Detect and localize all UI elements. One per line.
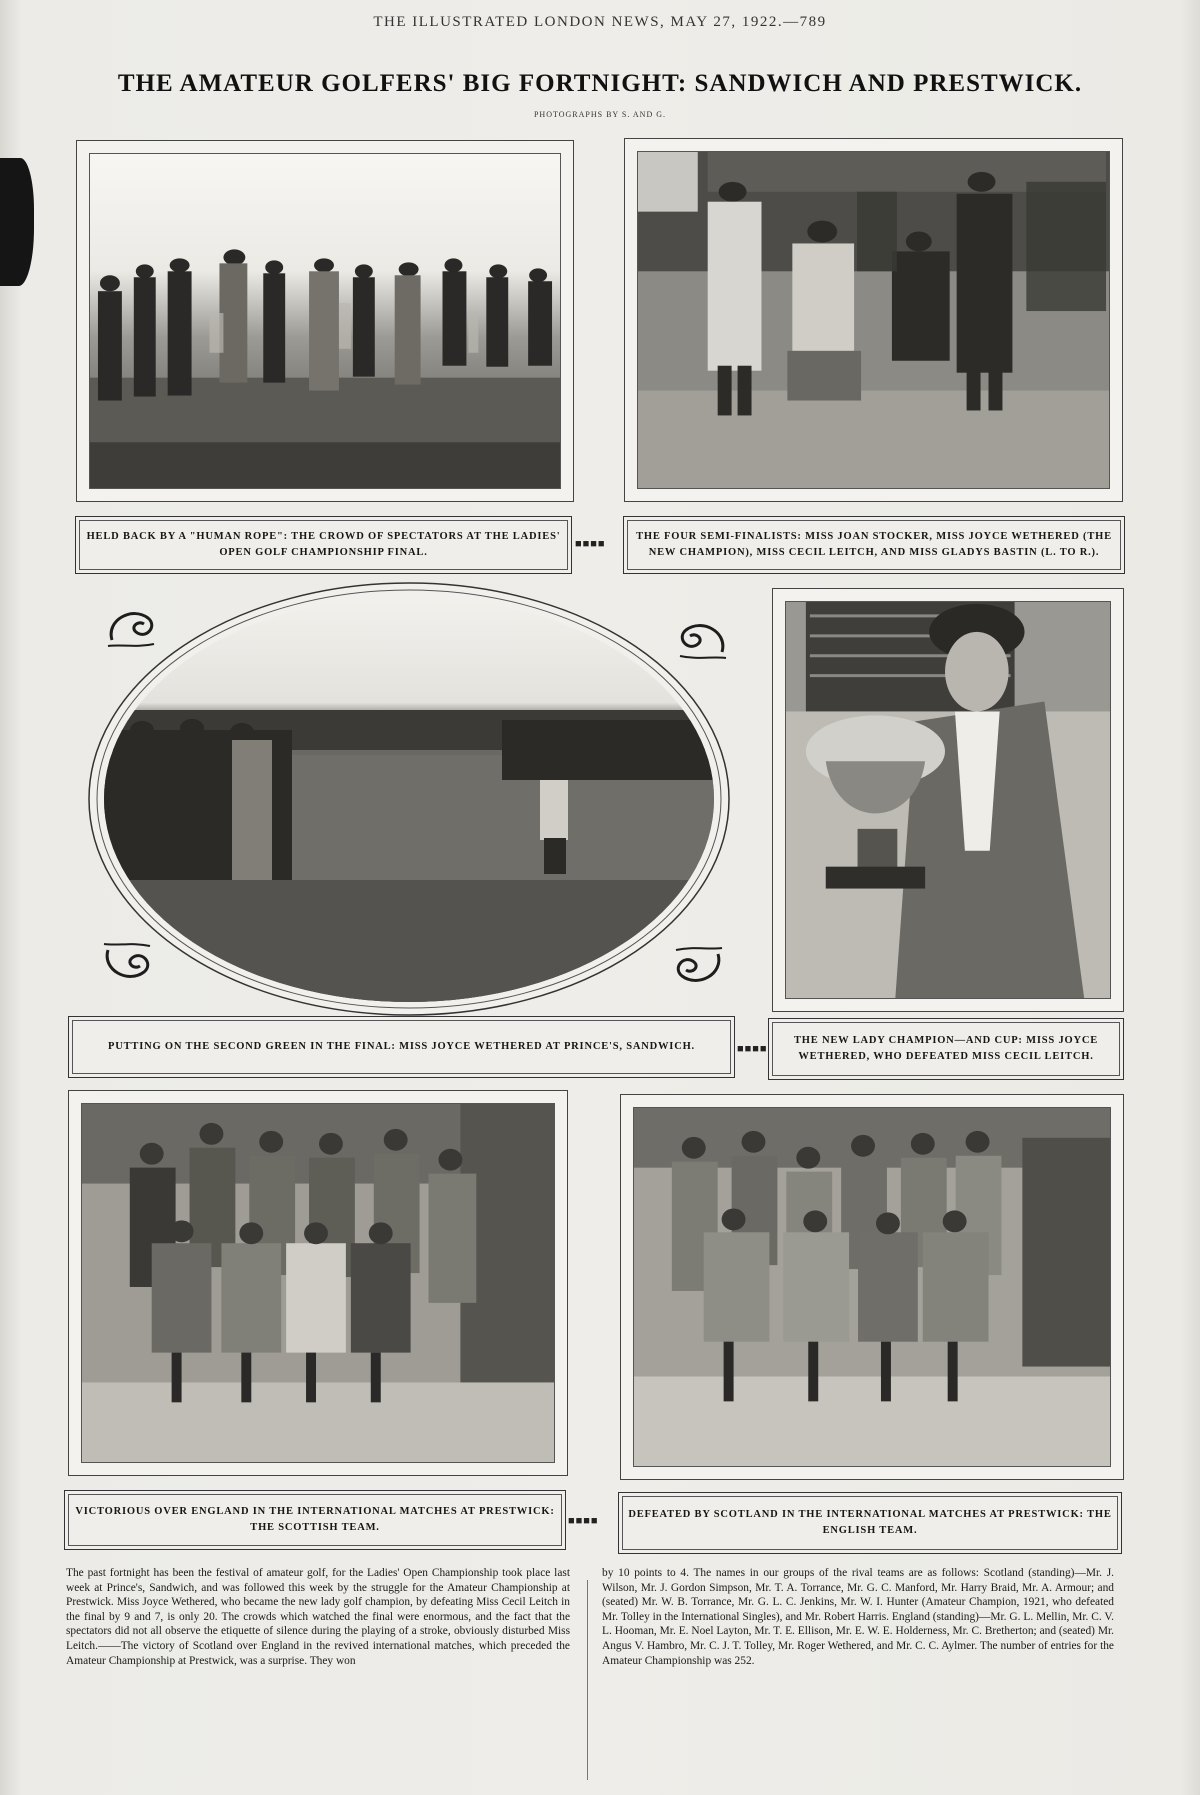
caption-champion: THE NEW LADY CHAMPION—AND CUP: MISS JOYCE WETHERED, WHO DEFEATED MISS CECIL LEITCH. xyxy=(768,1018,1124,1080)
photo-credit: PHOTOGRAPHS BY S. AND G. xyxy=(533,110,667,119)
ornament-top-right xyxy=(670,612,732,666)
running-head: THE ILLUSTRATED LONDON NEWS, MAY 27, 1922.—789 xyxy=(373,14,827,30)
photo-scottish-frame xyxy=(68,1090,568,1476)
photo-champion-frame xyxy=(772,588,1124,1012)
ornament-bottom-right xyxy=(666,940,728,994)
caption-semifinalists: THE FOUR SEMI-FINALISTS: MISS JOAN STOCKER, MISS JOYCE WETHERED (THE NEW CHAMPION), MISS CECIL LEITCH, AND MISS GLADYS BASTIN (L. TO R.). xyxy=(623,516,1125,574)
flourish-icon xyxy=(102,600,164,654)
photo-crowd xyxy=(89,153,561,489)
flourish-icon xyxy=(670,612,732,666)
photo-champion xyxy=(785,601,1111,999)
body-text-right: by 10 points to 4. The names in our groups of the rival teams are as follows: Scotland (standing)—Mr. J. Wilson, Mr. J. Gordon Simpson, Mr. T. A. Torrance, Mr. G. C. Manford, Mr. Harry Braid, Mr. A. Armour; and (seated) Mr. W. B. Torrance, Mr. G. L. C. Jenkins, Mr. W. I. Hunter (Amateur Champion, 1921, who defeated Mr. Tolley in the International Singles), and Mr. Robert Harris. England (standing)—Mr. G. L. Mellin, Mr. C. V. L. Hooman, Mr. E. Noel Layton, Mr. T. E. Ellison, Mr. E. W. E. Holderness, Mr. C. Bretherton; and (seated) Mr. Angus V. Hambro, Mr. C. J. T. Tolley, Mr. Roger Wethered, and Mr. C. C. Aylmer. The number of entries for the Amateur Championship was 252. xyxy=(602,1567,1114,1667)
ornament-bottom-left xyxy=(98,936,160,990)
crowd-photo-image xyxy=(90,154,560,488)
ornament-top-left xyxy=(102,600,164,654)
photo-semifinalists xyxy=(637,151,1110,489)
caption-crowd: HELD BACK BY A "HUMAN ROPE": THE CROWD OF SPECTATORS AT THE LADIES' OPEN GOLF CHAMPIONSHIP FINAL. xyxy=(75,516,572,574)
caption-putting: PUTTING ON THE SECOND GREEN IN THE FINAL: MISS JOYCE WETHERED AT PRINCE'S, SANDWICH. xyxy=(68,1016,735,1078)
champion-photo-image xyxy=(786,602,1110,998)
body-text-left: The past fortnight has been the festival of amateur golf, for the Ladies' Open Championship took place last week at Prince's, Sandwich, and was followed this week by the struggle for the Amateur Championship at Prestwick. Miss Joyce Wethered, who became the new lady golf champion, by defeating Miss Cecil Leitch in the final by 9 and 7, is only 20. The crowds which watched the final were enormous, and the fact that the spectators did not all observe the etiquette of silence during the playing of a stroke, obviously disturbed Miss Leitch.——The victory of Scotland over England in the revived international matches, which preceded the Amateur Championship at Prestwick, was a surprise. They won xyxy=(66,1567,570,1667)
caption-separator: ■■■■ xyxy=(737,1043,768,1055)
photo-scottish xyxy=(81,1103,555,1463)
scottish-team-image xyxy=(82,1104,554,1462)
flourish-icon xyxy=(666,940,728,994)
photo-semifinalists-frame xyxy=(624,138,1123,502)
flourish-icon xyxy=(98,936,160,990)
photo-english xyxy=(633,1107,1111,1467)
caption-separator: ■■■■ xyxy=(568,1515,599,1527)
photo-english-frame xyxy=(620,1094,1124,1480)
semifinalists-photo-image xyxy=(638,152,1109,488)
putting-photo-image xyxy=(82,580,736,1018)
caption-separator: ■■■■ xyxy=(575,538,606,550)
caption-scottish: VICTORIOUS OVER ENGLAND IN THE INTERNATIONAL MATCHES AT PRESTWICK: THE SCOTTISH TEAM. xyxy=(64,1490,566,1550)
photo-crowd-frame xyxy=(76,140,574,502)
page-headline: THE AMATEUR GOLFERS' BIG FORTNIGHT: SANDWICH AND PRESTWICK. xyxy=(117,70,1083,97)
column-rule xyxy=(587,1580,588,1780)
page-edge-blot xyxy=(0,158,34,286)
photo-putting-frame xyxy=(82,580,736,1018)
caption-english: DEFEATED BY SCOTLAND IN THE INTERNATIONAL MATCHES AT PRESTWICK: THE ENGLISH TEAM. xyxy=(618,1492,1122,1554)
english-team-image xyxy=(634,1108,1110,1466)
